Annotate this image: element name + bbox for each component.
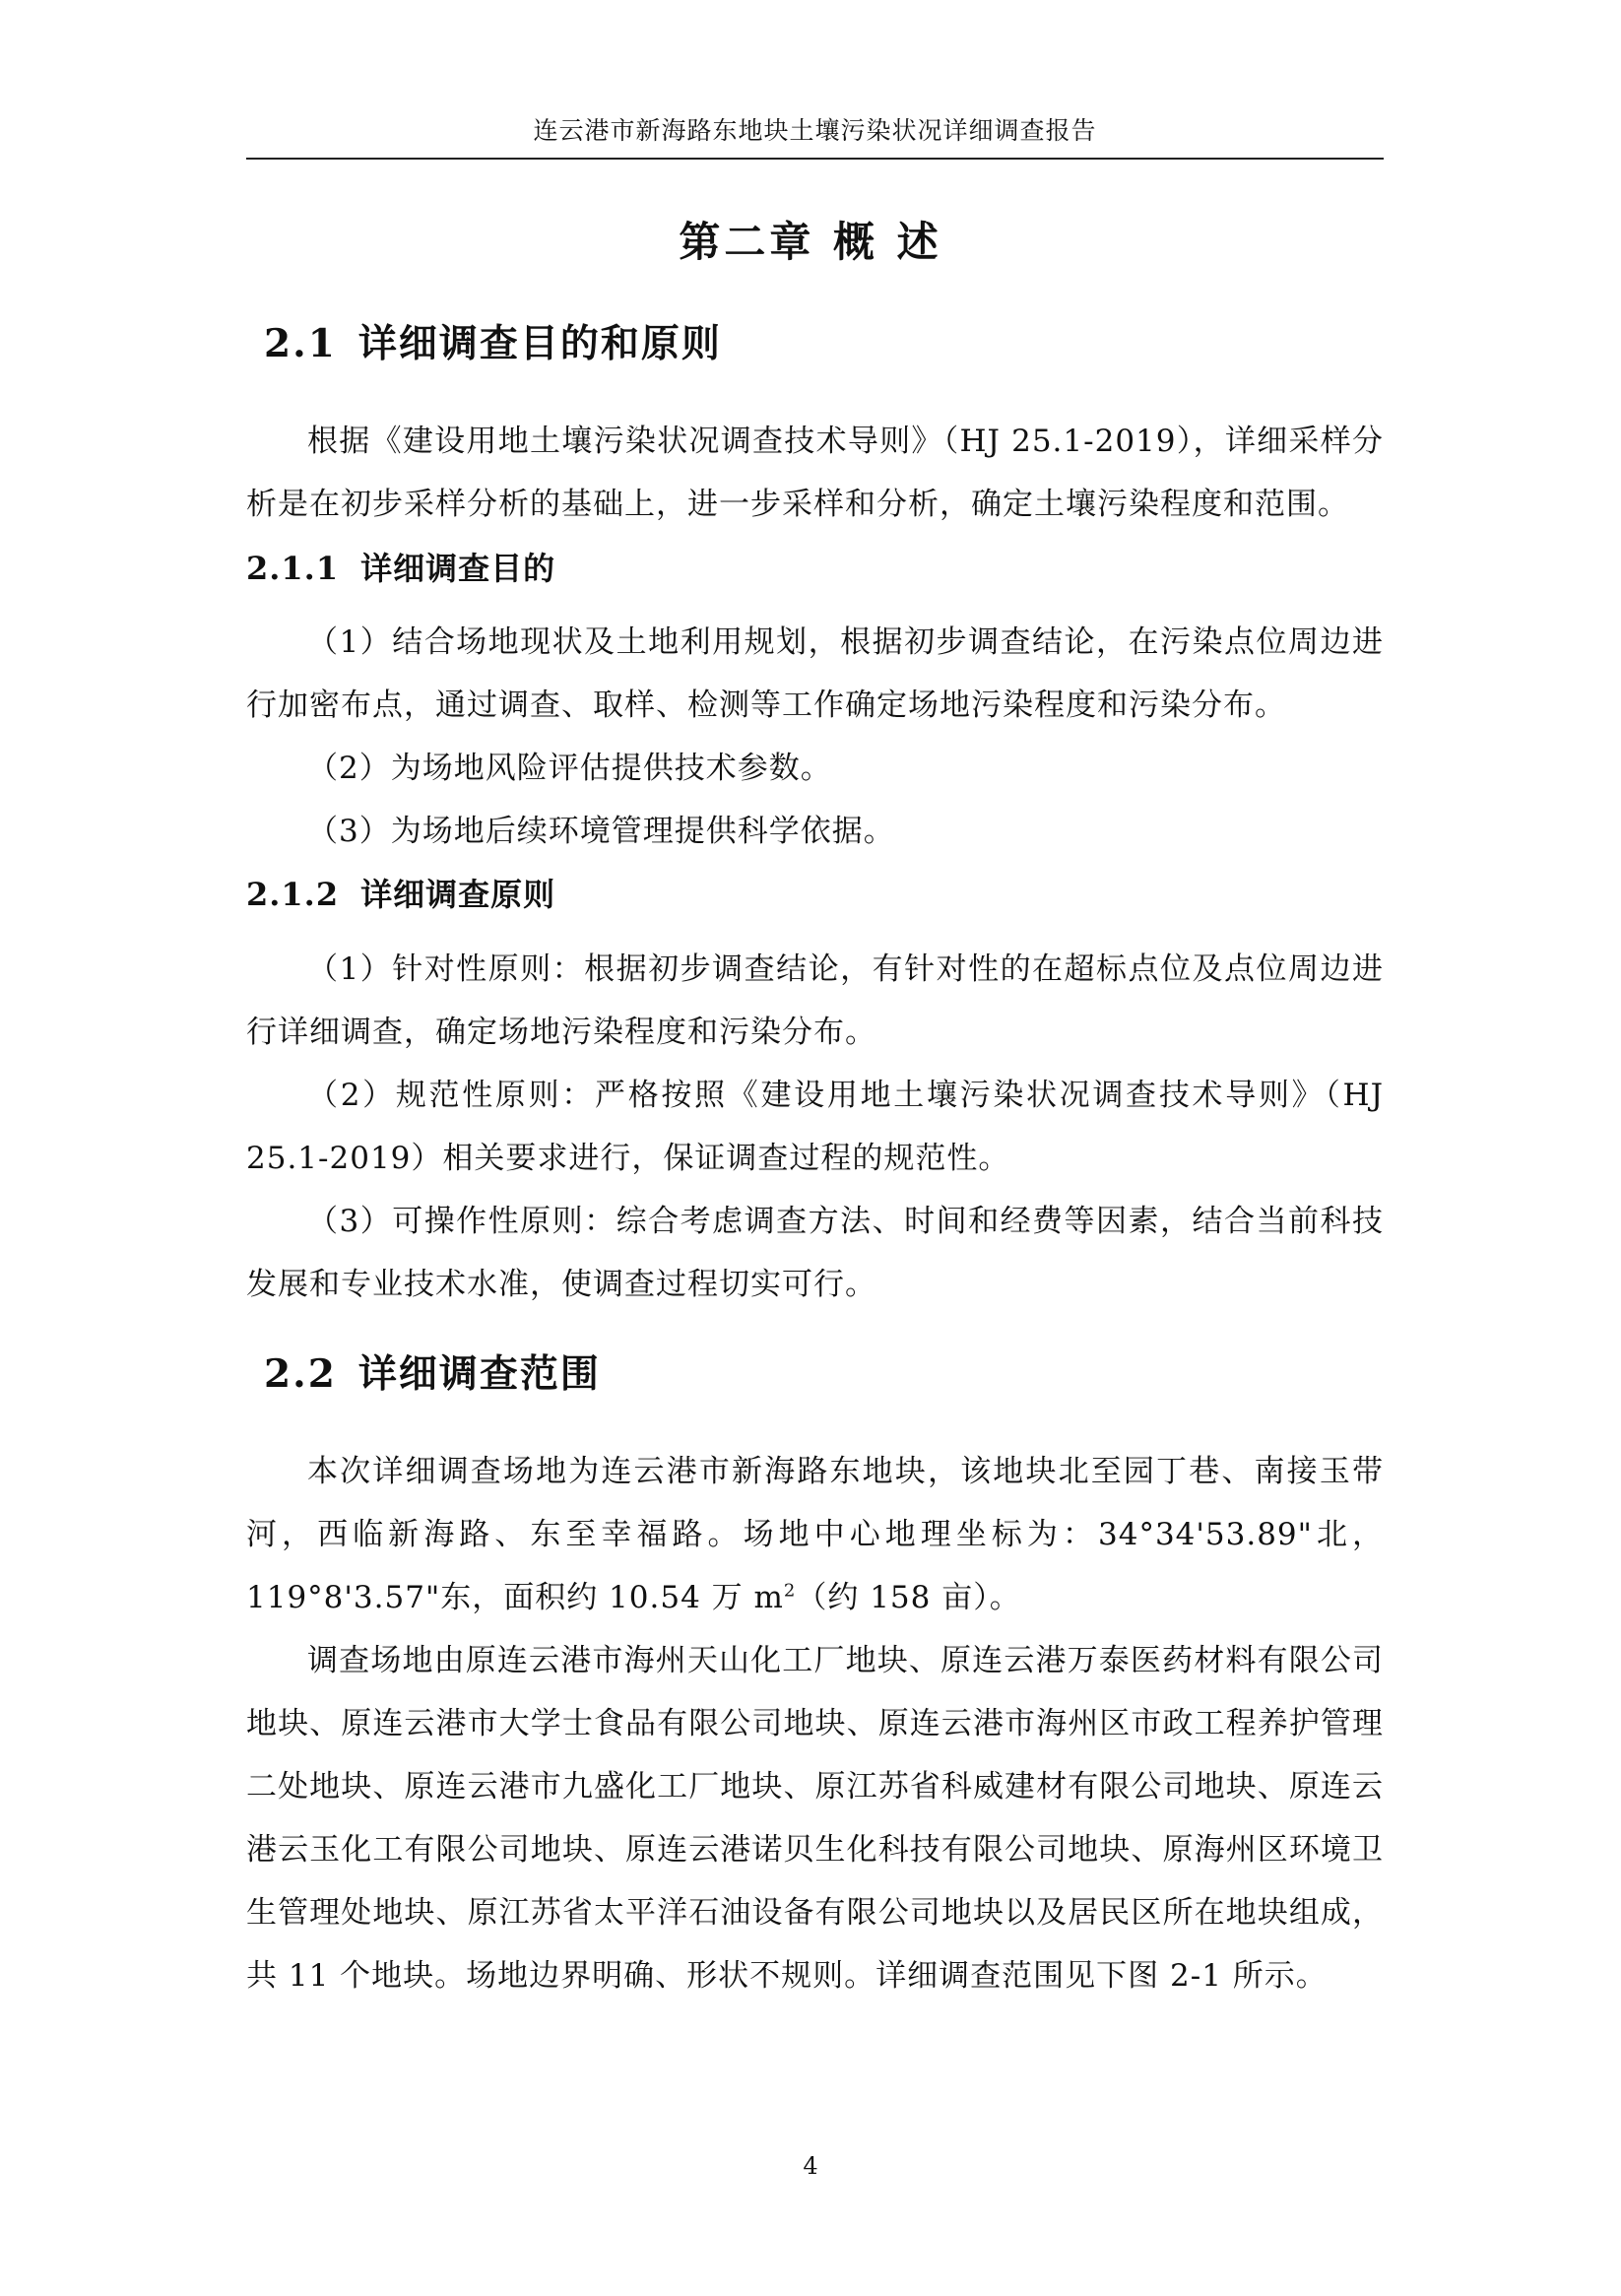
- section-heading-2-1: [264, 319, 722, 368]
- section-number: 2.1.1: [246, 550, 340, 587]
- section-title: 详细调查目的和原则: [357, 321, 722, 366]
- scope-paragraph-1: [246, 1440, 1384, 1629]
- section-title: 详细调查原则: [360, 876, 556, 913]
- section-title: 详细调查目的: [360, 550, 556, 587]
- section-heading-2-1-2: [246, 873, 555, 916]
- section-number: 2.1.2: [246, 876, 340, 913]
- scope-text: 本次详细调查场地为连云港市新海路东地块，该地块北至园丁巷、南接玉带河，西临新海路、东至幸福路。场地中心地理坐标为：34°34'53.89"北，119°8'3.57"东，面积约 10.54 万 m: [246, 1454, 1384, 1615]
- purpose-item-3: （3）为场地后续环境管理提供科学依据。: [307, 814, 895, 849]
- running-title: 连云港市新海路东地块土壤污染状况详细调查报告: [533, 116, 1097, 145]
- section-number: 2.2: [264, 1351, 337, 1397]
- scope-text-tail: （约 158 亩）。: [796, 1580, 1021, 1615]
- section-title: 详细调查范围: [357, 1351, 601, 1397]
- section-heading-2-2: [264, 1349, 601, 1399]
- purpose-item-2: （2）为场地风险评估提供技术参数。: [307, 751, 832, 786]
- chapter-title: 第二章 概 述: [679, 218, 942, 266]
- scope-paragraph-2: 调查场地由原连云港市海州天山化工厂地块、原连云港万泰医药材料有限公司地块、原连云港市大学士食品有限公司地块、原连云港市海州区市政工程养护管理二处地块、原连云港市九盛化工厂地块、原江苏省科威建材有限公司地块、原连云港云玉化工有限公司地块、原连云港诺贝生化科技有限公司地块、原海州区环境卫生管理处地块、原江苏省太平洋石油设备有限公司地块以及居民区所在地块组成，共 11 个地块。场地边界明确、形状不规则。详细调查范围见下图 2-1 所示。: [246, 1643, 1384, 1994]
- area-unit-superscript: 2: [783, 1580, 797, 1602]
- principle-item-1: （1）针对性原则：根据初步调查结论，有针对性的在超标点位及点位周边进行详细调查，确定场地污染程度和污染分布。: [246, 951, 1384, 1050]
- principle-item-2: （2）规范性原则：严格按照《建设用地土壤污染状况调查技术导则》（HJ 25.1-2019）相关要求进行，保证调查过程的规范性。: [246, 1078, 1384, 1176]
- page-number: 4: [803, 2152, 818, 2180]
- running-header: [246, 116, 1384, 160]
- section-2-1-intro: 根据《建设用地土壤污染状况调查技术导则》（HJ 25.1-2019），详细采样分析是在初步采样分析的基础上，进一步采样和分析，确定土壤污染程度和范围。: [246, 424, 1384, 522]
- section-number: 2.1: [264, 321, 337, 366]
- purpose-item-1: （1）结合场地现状及土地利用规划，根据初步调查结论，在污染点位周边进行加密布点，通过调查、取样、检测等工作确定场地污染程度和污染分布。: [246, 624, 1384, 723]
- section-heading-2-1-1: [246, 547, 555, 590]
- principle-item-3: （3）可操作性原则：综合考虑调查方法、时间和经费等因素，结合当前科技发展和专业技术水准，使调查过程切实可行。: [246, 1204, 1384, 1302]
